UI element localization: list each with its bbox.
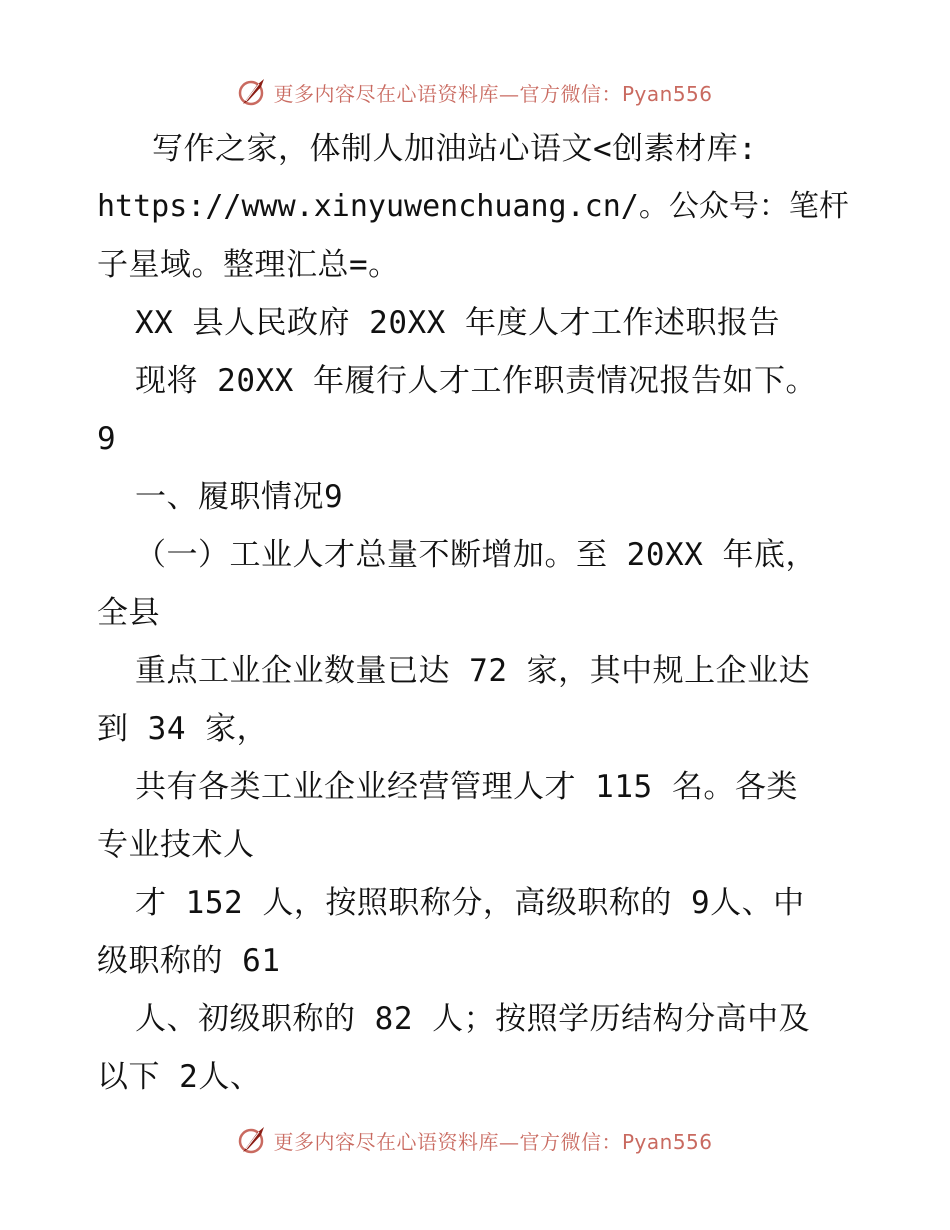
- section-heading: 一、履职情况9: [135, 479, 344, 515]
- text-line: （一）工业人才总量不断增加。至 20XX 年底，: [135, 537, 817, 573]
- quill-pen-circle-icon: [237, 1125, 267, 1155]
- doc-title: XX 县人民政府 20XX 年度人才工作述职报告: [135, 305, 780, 341]
- text-line: 重点工业企业数量已达 72 家，其中规上企业达: [135, 653, 811, 689]
- document-body: [97, 120, 877, 1106]
- text-line: 现将 20XX 年履行人才工作职责情况报告如下。: [135, 363, 817, 399]
- text-line: 写作之家，体制人加油站心语文<创素材库:: [152, 131, 758, 167]
- watermark-banner-bottom: [0, 1120, 950, 1160]
- text-line: 级职称的 61: [97, 943, 281, 979]
- text-line: 9: [97, 421, 117, 457]
- text-line: 到 34 家，: [97, 711, 269, 747]
- watermark-wechat-id: Pyan556: [621, 81, 713, 106]
- watermark-text: 更多内容尽在心语资料库—官方微信：: [273, 81, 622, 106]
- watermark-wechat-id: Pyan556: [621, 1129, 713, 1154]
- watermark-banner-top: [0, 72, 950, 112]
- quill-pen-circle-icon: [237, 77, 267, 107]
- text-line: https://www.xinyuwenchuang.cn/。公众号：笔杆: [97, 189, 849, 224]
- text-line: 共有各类工业企业经营管理人才 115 名。各类: [135, 769, 798, 805]
- text-line: 全县: [97, 595, 160, 631]
- text-line: 才 152 人，按照职称分，高级职称的 9人、中: [135, 885, 805, 921]
- text-line: 以下 2人、: [97, 1059, 262, 1095]
- watermark-text: 更多内容尽在心语资料库—官方微信：: [273, 1129, 622, 1154]
- text-line: 人、初级职称的 82 人；按照学历结构分高中及: [135, 1001, 811, 1037]
- text-line: 专业技术人: [97, 827, 255, 863]
- text-line: 子星域。整理汇总=。: [97, 247, 400, 283]
